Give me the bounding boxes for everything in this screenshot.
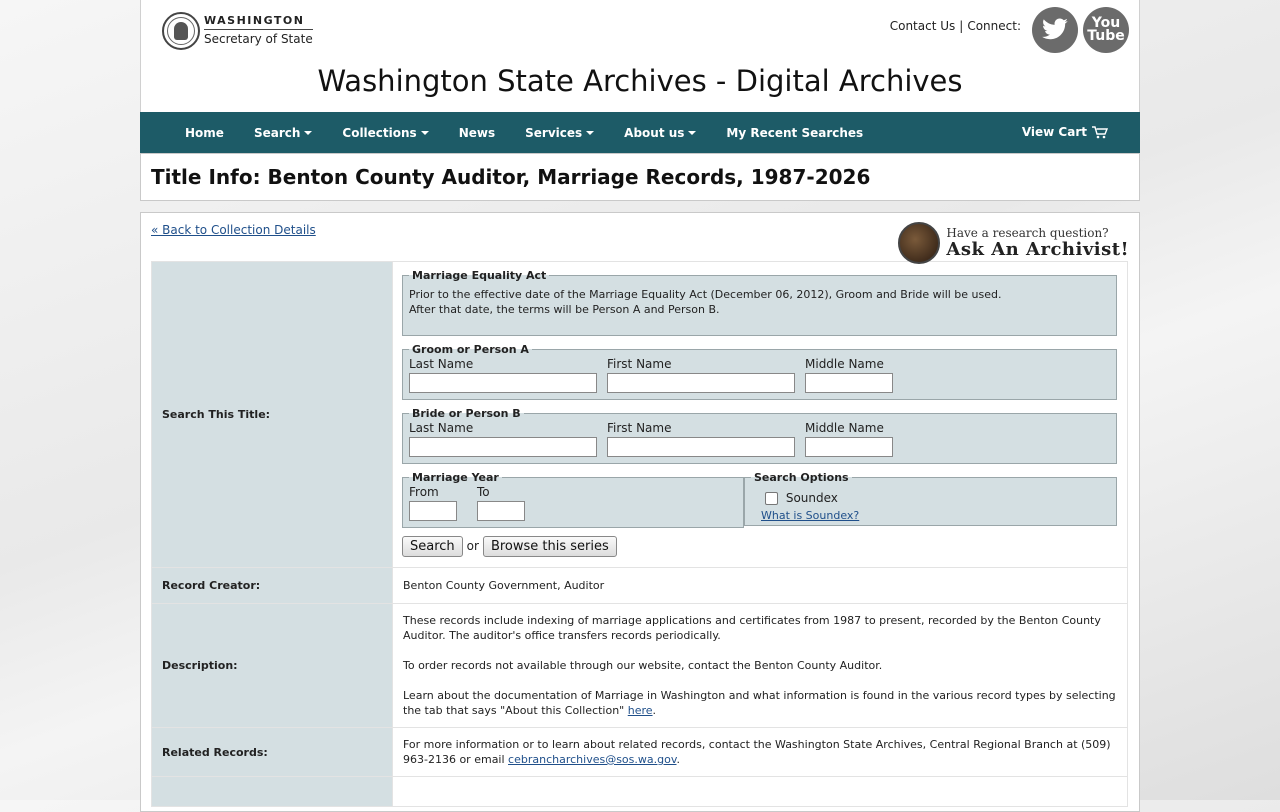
logo-line1: WASHINGTON	[204, 15, 313, 30]
related-row	[152, 728, 1128, 777]
related-label: Related Records:	[152, 728, 393, 777]
nav-services-label: Services	[525, 125, 583, 140]
groom-first-label: First Name	[607, 357, 672, 371]
search-button[interactable]: Search	[402, 536, 463, 557]
bride-first-label: First Name	[607, 421, 672, 435]
nav-recent-label: My Recent Searches	[726, 125, 864, 140]
options-legend: Search Options	[754, 471, 849, 484]
browse-series-button[interactable]: Browse this series	[483, 536, 617, 557]
nav-news[interactable]	[459, 126, 495, 140]
description-p2: To order records not available through our website, contact the Benton County Auditor.	[403, 659, 883, 672]
about-collection-link[interactable]: here	[627, 704, 653, 717]
creator-value: Benton County Government, Auditor	[393, 568, 1128, 604]
site-title: Washington State Archives - Digital Archives	[317, 64, 963, 98]
bride-last-label: Last Name	[409, 421, 474, 435]
info-table	[151, 261, 1128, 807]
equality-note: Prior to the effective date of the Marriage Equality Act (December 06, 2012), Groom and Bride will be used. After that date, the terms will be Person A and Person B.	[409, 288, 1002, 316]
state-seal-icon	[162, 12, 200, 50]
cart-icon	[1092, 126, 1108, 139]
groom-first-name-input[interactable]	[607, 373, 795, 393]
top-links	[890, 19, 1021, 33]
next-value	[393, 777, 1128, 807]
caret-down-icon	[688, 131, 696, 135]
bride-last-name-input[interactable]	[409, 437, 597, 457]
caret-down-icon	[586, 131, 594, 135]
ask-title: Ask An Archivist!	[946, 239, 1129, 260]
next-label	[152, 777, 393, 807]
nav-collections[interactable]	[342, 126, 428, 140]
description-p3: Learn about the documentation of Marriage in Washington and what information is found in the various record types by selecting the tab that says "About this Collection" here.	[403, 689, 1116, 717]
nav-search-label: Search	[253, 125, 301, 140]
ask-question: Have a research question?	[946, 226, 1109, 240]
year-to-label: To	[477, 485, 490, 499]
email-link[interactable]: cebrancharchives@sos.wa.gov	[508, 753, 677, 766]
bride-legend: Bride or Person B	[412, 407, 521, 420]
bride-middle-name-input[interactable]	[805, 437, 893, 457]
equality-fieldset	[402, 268, 1117, 336]
groom-legend: Groom or Person A	[412, 343, 529, 356]
search-label: Search This Title:	[152, 262, 393, 568]
books-icon	[898, 222, 940, 264]
logo[interactable]	[162, 12, 313, 50]
groom-fieldset	[402, 342, 1117, 400]
nav-news-label: News	[458, 125, 496, 140]
connect-label: Connect:	[967, 19, 1021, 33]
caret-down-icon	[421, 131, 429, 135]
twitter-icon[interactable]	[1032, 7, 1078, 53]
related-value: For more information or to learn about related records, contact the Washington State Archives, Central Regional Branch at (509) 963-2136 or email cebrancharchives@sos.wa.gov.	[393, 728, 1128, 777]
groom-last-name-input[interactable]	[409, 373, 597, 393]
soundex-checkbox[interactable]	[765, 492, 778, 505]
view-cart-link[interactable]	[1022, 125, 1108, 139]
equality-legend: Marriage Equality Act	[412, 269, 547, 282]
year-from-label: From	[409, 485, 439, 499]
ask-an-archivist[interactable]	[898, 222, 1129, 264]
next-row	[152, 777, 1128, 807]
groom-middle-name-input[interactable]	[805, 373, 893, 393]
separator: |	[959, 19, 964, 33]
nav-home-label: Home	[185, 125, 224, 140]
year-from-input[interactable]	[409, 501, 457, 521]
nav-home[interactable]	[185, 126, 224, 140]
description-row	[152, 604, 1128, 728]
youtube-icon[interactable]	[1083, 7, 1129, 53]
nav-collections-label: Collections	[342, 125, 417, 140]
description-label: Description:	[152, 604, 393, 728]
nav-recent-searches[interactable]	[726, 126, 863, 140]
nav-services[interactable]	[525, 126, 594, 140]
year-to-input[interactable]	[477, 501, 525, 521]
description-value	[393, 604, 1128, 728]
youtube-line1: You	[1091, 15, 1121, 31]
page	[140, 0, 1140, 812]
description-p3-text: Learn about the documentation of Marriage in Washington and what information is found in the various record types by selecting the tab that says "About this Collection"	[403, 689, 1116, 717]
creator-row	[152, 568, 1128, 604]
soundex-label: Soundex	[785, 491, 838, 505]
nav-about-us[interactable]	[624, 126, 696, 140]
groom-middle-label: Middle Name	[805, 357, 884, 371]
page-title: Title Info: Benton County Auditor, Marriage Records, 1987-2026	[151, 165, 871, 189]
back-to-collection-link[interactable]: « Back to Collection Details	[151, 223, 316, 237]
search-form	[393, 262, 1128, 568]
year-legend: Marriage Year	[412, 471, 499, 484]
search-row	[152, 262, 1128, 568]
nav-about-label: About us	[624, 125, 685, 140]
youtube-line2: Tube	[1087, 28, 1125, 44]
related-text: For more information or to learn about related records, contact the Washington State Archives, Central Regional Branch at (509) 963-2136 or email	[403, 738, 1111, 766]
what-is-soundex-link[interactable]: What is Soundex?	[761, 509, 860, 522]
title-box	[140, 153, 1140, 201]
caret-down-icon	[304, 131, 312, 135]
options-fieldset	[744, 470, 1117, 526]
creator-label: Record Creator:	[152, 568, 393, 604]
view-cart-label: View Cart	[1021, 125, 1087, 139]
site-header	[140, 0, 1140, 112]
year-fieldset	[402, 470, 744, 528]
nav-search[interactable]	[254, 126, 312, 140]
contact-us-link[interactable]: Contact Us	[889, 19, 956, 33]
bride-middle-label: Middle Name	[805, 421, 884, 435]
bride-first-name-input[interactable]	[607, 437, 795, 457]
description-p1: These records include indexing of marriage applications and certificates from 1987 to present, recorded by the Benton County Auditor. The auditor's office transfers records periodically.	[403, 614, 1101, 642]
groom-last-label: Last Name	[409, 357, 474, 371]
bride-fieldset	[402, 406, 1117, 464]
or-label: or	[466, 539, 479, 553]
logo-line2: Secretary of State	[204, 32, 313, 47]
main-nav	[140, 112, 1140, 153]
content-box	[140, 212, 1140, 812]
